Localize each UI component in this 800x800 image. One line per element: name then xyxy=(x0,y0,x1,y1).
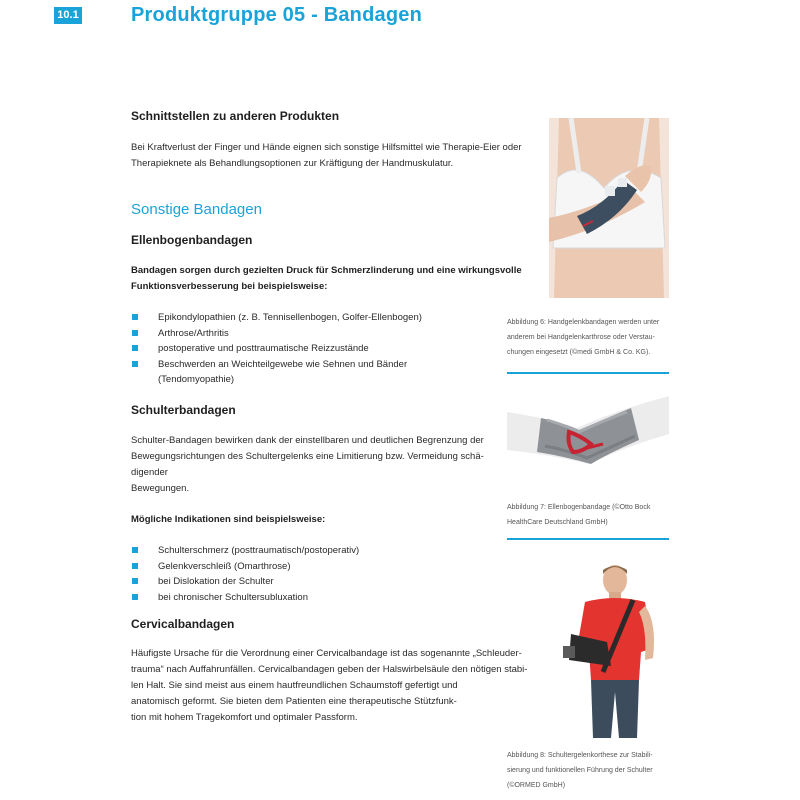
text-line: Häufigste Ursache für die Verordnung einer Cervicalbandage ist das sogenannte „Schleuder- xyxy=(131,648,522,659)
list-item: bei Dislokation der Schulter xyxy=(131,574,531,590)
bullet-square-icon xyxy=(132,547,138,553)
text-line: digender xyxy=(131,467,168,478)
bullet-list-ellenbogen xyxy=(131,310,531,388)
paragraph-schulter xyxy=(131,433,531,497)
text-line: tion mit hohem Tragekomfort und optimaler Passform. xyxy=(131,712,358,723)
bullet-square-icon xyxy=(132,361,138,367)
list-item: Schulterschmerz (posttraumatisch/postoperativ) xyxy=(131,543,531,559)
paragraph-ellenbogen-intro xyxy=(131,263,536,295)
list-item: Epikondylopathien (z. B. Tennisellenbogen, Golfer-Ellenbogen) xyxy=(131,310,531,326)
text-line: Funktionsverbesserung bei beispielsweise: xyxy=(131,281,328,292)
bullet-list-schulter xyxy=(131,543,531,605)
paragraph-cervical xyxy=(131,646,541,726)
heading-sonstige-bandagen: Sonstige Bandagen xyxy=(131,201,262,218)
divider-figure-6 xyxy=(507,372,669,374)
heading-cervicalbandagen: Cervicalbandagen xyxy=(131,617,235,631)
text-line: trauma“ nach Auffahrunfällen. Cervicalbandagen geben der Halswirbelsäule den nötigen stabi- xyxy=(131,664,528,675)
heading-moegliche-indikationen: Mögliche Indikationen sind beispielsweise: xyxy=(131,514,326,525)
bullet-square-icon xyxy=(132,594,138,600)
photo-shoulder-orthosis xyxy=(549,562,669,738)
text-line: Bei Kraftverlust der Finger und Hände eignen sich sonstige Hilfsmittel wie Therapie-Eier oder xyxy=(131,142,522,153)
divider-figure-7 xyxy=(507,538,669,540)
list-item: bei chronischer Schultersubluxation xyxy=(131,590,531,606)
bullet-square-icon xyxy=(132,330,138,336)
paragraph-schnittstellen xyxy=(131,140,541,172)
bullet-square-icon xyxy=(132,314,138,320)
caption-figure-6: Abbildung 6: Handgelenkbandagen werden unter anderem bei Handgelenkarthrose oder Verstau- chungen eingesetzt (©medi GmbH & Co. KG). xyxy=(507,319,660,356)
list-item: Arthrose/Arthritis xyxy=(131,326,531,342)
caption-figure-7: Abbildung 7: Ellenbogenbandage (©Otto Bock HealthCare Deutschland GmbH) xyxy=(507,504,651,526)
text-line: Bewegungen. xyxy=(131,483,190,494)
caption-figure-8: Abbildung 8: Schultergelenkorthese zur Stabili- sierung und funktionellen Führung der Schulter (©ORMED GmbH) xyxy=(507,752,653,789)
text-line: Bewegungsrichtungen des Schultergelenks eine Limitierung bzw. Vermeidung schä- xyxy=(131,451,484,462)
bullet-square-icon xyxy=(132,563,138,569)
list-item: Beschwerden an Weichteilgewebe wie Sehnen und Bänder (Tendomyopathie) xyxy=(131,357,531,388)
section-number-badge: 10.1 xyxy=(54,7,82,24)
list-item: postoperative und posttraumatische Reizzustände xyxy=(131,341,531,357)
text-line: len Halt. Sie sind meist aus einem hautfreundlichen Schaumstoff gefertigt und xyxy=(131,680,458,691)
bullet-square-icon xyxy=(132,578,138,584)
text-line: Schulter-Bandagen bewirken dank der einstellbaren und deutlichen Begrenzung der xyxy=(131,435,484,446)
bullet-square-icon xyxy=(132,345,138,351)
text-line: Bandagen sorgen durch gezielten Druck für Schmerzlinderung und eine wirkungsvolle xyxy=(131,265,522,276)
photo-wrist-brace xyxy=(549,118,669,298)
text-line: Therapieknete als Behandlungsoptionen zur Kräftigung der Handmuskulatur. xyxy=(131,158,454,169)
heading-ellenbogenbandagen: Ellenbogenbandagen xyxy=(131,233,253,247)
heading-schulterbandagen: Schulterbandagen xyxy=(131,403,236,417)
list-item: Gelenkverschleiß (Omarthrose) xyxy=(131,559,531,575)
photo-elbow-bandage xyxy=(507,392,669,486)
text-line: anatomisch geformt. Sie bieten dem Patienten eine therapeutische Stützfunk- xyxy=(131,696,457,707)
page-title: Produktgruppe 05 - Bandagen xyxy=(131,4,422,26)
heading-schnittstellen: Schnittstellen zu anderen Produkten xyxy=(131,109,340,123)
